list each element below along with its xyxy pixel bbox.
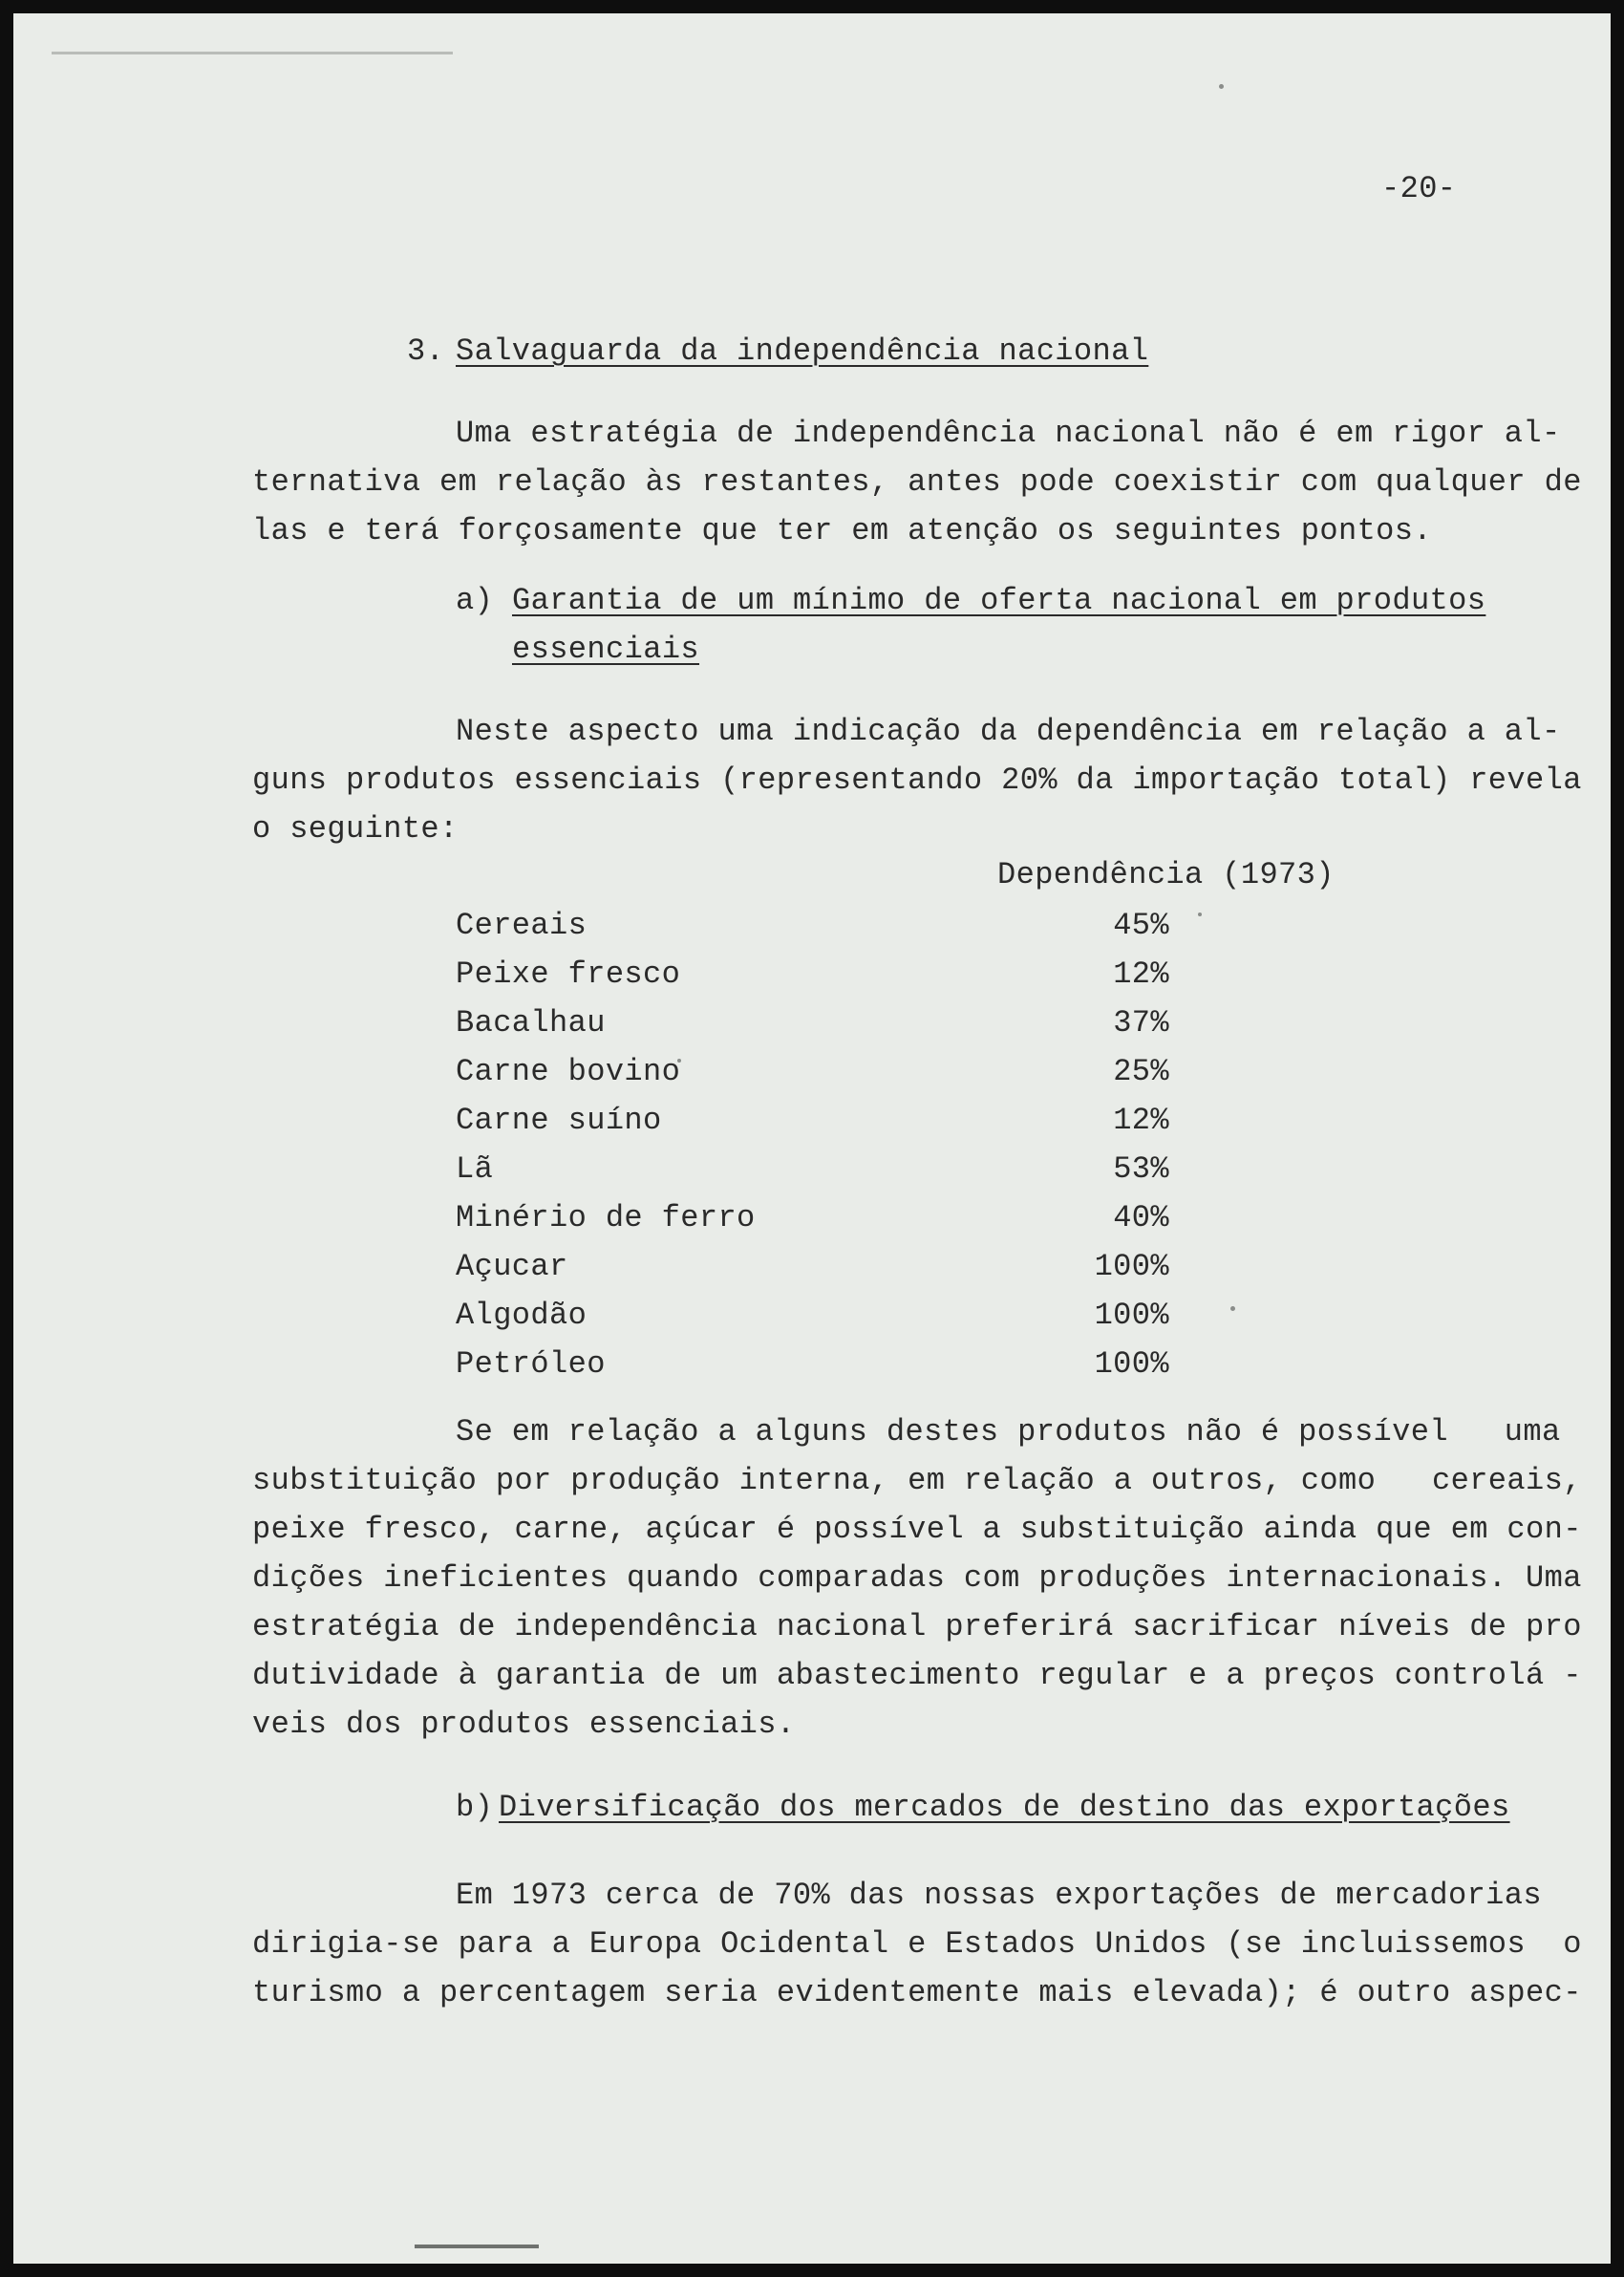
table-value: 25% xyxy=(1113,1054,1169,1089)
table-product: Bacalhau xyxy=(456,1005,606,1041)
table-value: 45% xyxy=(1113,908,1169,943)
paragraph-line: dirigia-se para a Europa Ocidental e Estados Unidos (se incluissemos o xyxy=(252,1926,1582,1962)
paragraph-line: dutividade à garantia de um abastecimento regular e a preços controlá - xyxy=(252,1658,1582,1693)
subsection-b-label: b) xyxy=(456,1790,494,1825)
table-value: 100% xyxy=(1094,1298,1169,1333)
paragraph-line: Em 1973 cerca de 70% das nossas exportações de mercadorias xyxy=(456,1878,1542,1913)
section-number: 3. xyxy=(407,333,445,369)
subsection-a-title-cont: essenciais xyxy=(512,632,700,667)
table-header: Dependência (1973) xyxy=(997,857,1335,892)
table-value: 12% xyxy=(1113,1103,1169,1138)
paragraph-line: Uma estratégia de independência nacional não é em rigor al- xyxy=(456,416,1561,451)
section-title: Salvaguarda da independência nacional xyxy=(456,333,1149,369)
scan-artifact xyxy=(1219,84,1224,89)
page-number: -20- xyxy=(1381,171,1457,206)
table-product: Carne bovino xyxy=(456,1054,681,1089)
paragraph-line: Se em relação a alguns destes produtos não é possível uma xyxy=(456,1414,1561,1450)
table-product: Algodão xyxy=(456,1298,588,1333)
paragraph-line: turismo a percentagem seria evidentemente mais elevada); é outro aspec- xyxy=(252,1975,1582,2010)
subsection-a-label: a) xyxy=(456,583,494,618)
scan-artifact xyxy=(415,2245,539,2248)
table-value: 100% xyxy=(1094,1249,1169,1284)
table-value: 53% xyxy=(1113,1151,1169,1187)
table-product: Carne suíno xyxy=(456,1103,662,1138)
paragraph-line: Neste aspecto uma indicação da dependência em relação a al- xyxy=(456,714,1561,749)
paragraph-line: veis dos produtos essenciais. xyxy=(252,1707,796,1742)
table-product: Peixe fresco xyxy=(456,956,681,992)
table-value: 40% xyxy=(1113,1200,1169,1235)
paragraph-line: las e terá forçosamente que ter em atenção os seguintes pontos. xyxy=(252,513,1432,548)
table-product: Lã xyxy=(456,1151,494,1187)
table-product: Cereais xyxy=(456,908,588,943)
scan-artifact xyxy=(52,52,453,54)
subsection-b-title: Diversificação dos mercados de destino das exportações xyxy=(499,1790,1510,1825)
table-value: 100% xyxy=(1094,1346,1169,1382)
paragraph-line: peixe fresco, carne, açúcar é possível a substituição ainda que em con- xyxy=(252,1512,1582,1547)
scan-artifact xyxy=(1230,1306,1235,1311)
paragraph-line: guns produtos essenciais (representando 20% da importação total) revela xyxy=(252,763,1582,798)
paragraph-line: estratégia de independência nacional preferirá sacrificar níveis de pro xyxy=(252,1609,1582,1644)
table-product: Minério de ferro xyxy=(456,1200,756,1235)
scan-artifact xyxy=(1198,913,1202,916)
paragraph-line: ternativa em relação às restantes, antes pode coexistir com qualquer de xyxy=(252,464,1582,500)
paragraph-line: substituição por produção interna, em relação a outros, como cereais, xyxy=(252,1463,1582,1498)
paragraph-line: o seguinte: xyxy=(252,811,459,847)
table-product: Petróleo xyxy=(456,1346,606,1382)
table-value: 12% xyxy=(1113,956,1169,992)
table-product: Açucar xyxy=(456,1249,568,1284)
table-value: 37% xyxy=(1113,1005,1169,1041)
document-page xyxy=(13,13,1611,2264)
paragraph-line: dições ineficientes quando comparadas com produções internacionais. Uma xyxy=(252,1560,1582,1596)
subsection-a-title: Garantia de um mínimo de oferta nacional em produtos xyxy=(512,583,1486,618)
